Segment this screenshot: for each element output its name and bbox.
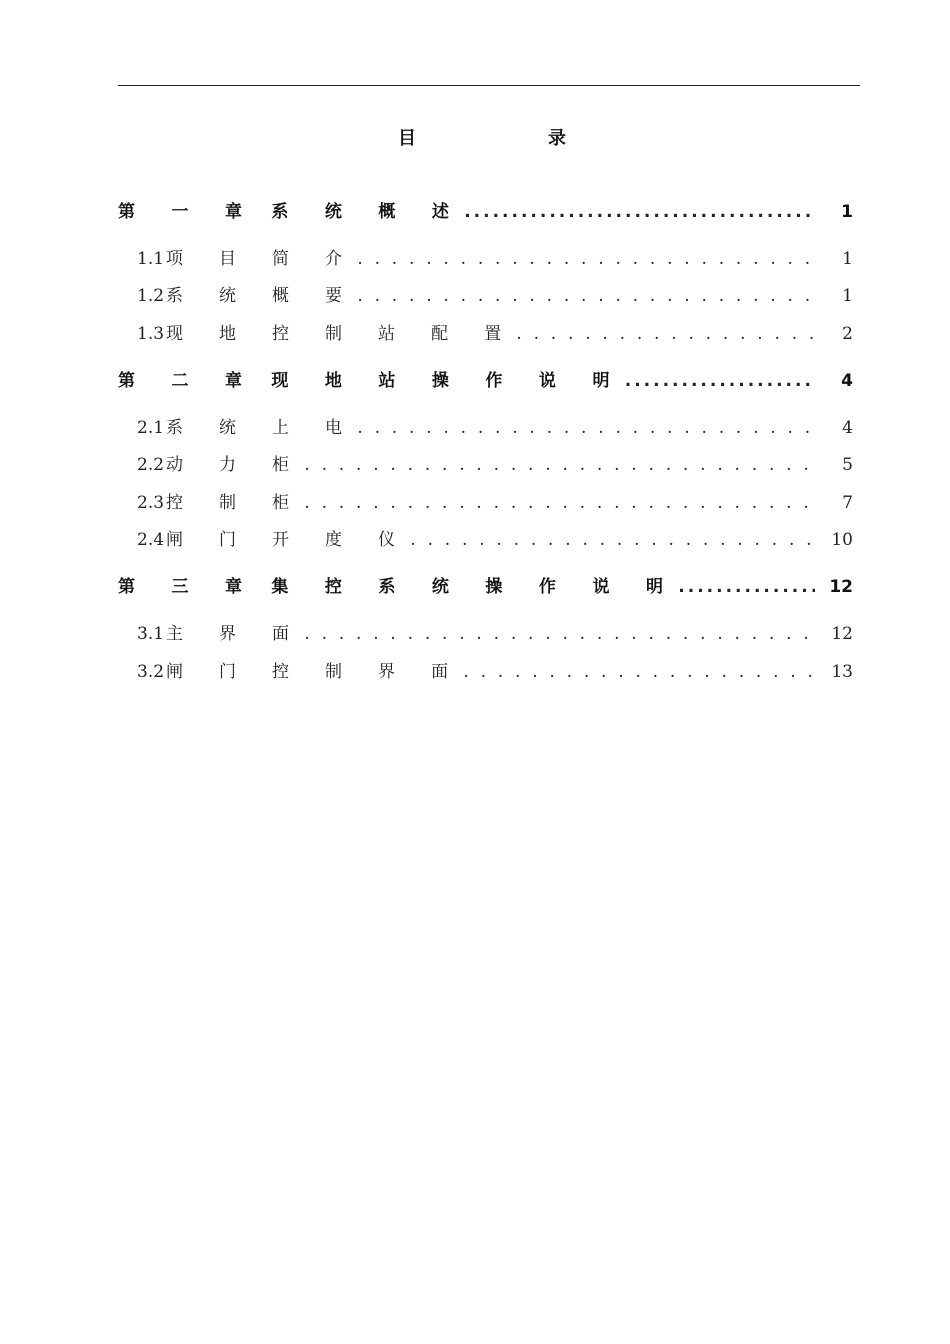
- toc-title: [0, 124, 950, 150]
- section-number: 2.4: [137, 530, 165, 550]
- toc-chapter-3[interactable]: [118, 572, 853, 598]
- toc-leader-dots: [410, 530, 815, 550]
- chapter-label: 第 三 章: [118, 577, 258, 597]
- section-title: 动 力 柜: [166, 455, 305, 475]
- section-number: 3.2: [137, 662, 165, 682]
- toc-leader-dots: [357, 249, 815, 269]
- toc-section-3-2[interactable]: [118, 657, 853, 683]
- page-number: 12: [829, 577, 853, 597]
- page-number: 13: [831, 662, 853, 682]
- section-title: 项 目 简 介: [166, 249, 358, 269]
- section-number: 2.3: [137, 493, 165, 513]
- toc-section-2-3[interactable]: [118, 488, 853, 514]
- toc-leader-dots: [678, 577, 815, 597]
- page-number: 5: [842, 455, 853, 475]
- page-number: 1: [842, 249, 853, 269]
- page-number: 4: [841, 371, 853, 391]
- section-number: 1.3: [137, 324, 165, 344]
- section-number: 2.1: [137, 418, 165, 438]
- page-number: 4: [842, 418, 853, 438]
- section-number: 3.1: [137, 624, 165, 644]
- section-title: 现 地 控 制 站 配 置: [166, 324, 517, 344]
- page-number: 7: [842, 493, 853, 513]
- section-title: 主 界 面: [166, 624, 305, 644]
- toc-section-1-1[interactable]: [118, 244, 853, 270]
- toc-leader-dots: [304, 624, 815, 644]
- page-number: 2: [842, 324, 853, 344]
- page-number: 10: [831, 530, 853, 550]
- section-number: 2.2: [137, 455, 165, 475]
- toc-leader-dots: [625, 371, 815, 391]
- toc-leader-dots: [516, 324, 815, 344]
- chapter-label: 第 一 章: [118, 202, 258, 222]
- toc-section-3-1[interactable]: [118, 619, 853, 645]
- toc-title-char-1: 目: [398, 128, 416, 149]
- toc-leader-dots: [304, 493, 815, 513]
- page-number: 12: [831, 624, 853, 644]
- header-rule: [118, 85, 860, 86]
- toc-leader-dots: [357, 286, 815, 306]
- toc-section-2-1[interactable]: [118, 413, 853, 439]
- section-title: 闸 门 控 制 界 面: [166, 662, 464, 682]
- section-title: 系 统 概 要: [166, 286, 358, 306]
- toc-section-1-3[interactable]: [118, 319, 853, 345]
- toc-section-2-4[interactable]: [118, 525, 853, 551]
- toc-leader-dots: [304, 455, 815, 475]
- section-title: 系 统 上 电: [166, 418, 358, 438]
- toc-section-1-2[interactable]: [118, 281, 853, 307]
- toc-leader-dots: [464, 202, 815, 222]
- toc-title-char-2: 录: [548, 128, 566, 149]
- chapter-title: 集 控 系 统 操 作 说 明: [271, 577, 679, 597]
- section-number: 1.1: [137, 249, 165, 269]
- toc-chapter-2[interactable]: [118, 366, 853, 392]
- page-number: 1: [841, 202, 853, 222]
- toc-chapter-1[interactable]: [118, 197, 853, 223]
- chapter-title: 现 地 站 操 作 说 明: [271, 371, 625, 391]
- chapter-title: 系 统 概 述: [271, 202, 465, 222]
- chapter-label: 第 二 章: [118, 371, 258, 391]
- toc-leader-dots: [463, 662, 815, 682]
- page-number: 1: [842, 286, 853, 306]
- section-title: 闸 门 开 度 仪: [166, 530, 411, 550]
- section-title: 控 制 柜: [166, 493, 305, 513]
- section-number: 1.2: [137, 286, 165, 306]
- toc-leader-dots: [357, 418, 815, 438]
- toc-section-2-2[interactable]: [118, 450, 853, 476]
